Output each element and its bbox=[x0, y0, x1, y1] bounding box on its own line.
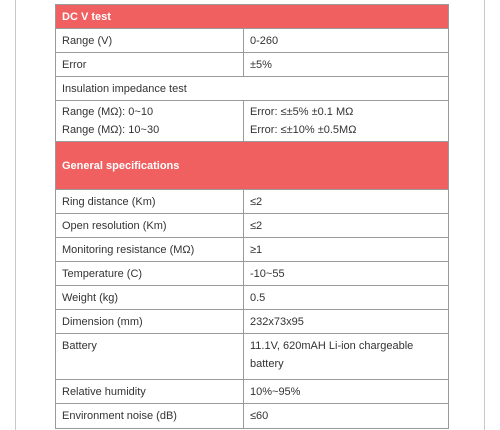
spec-value: -10~55 bbox=[244, 262, 449, 286]
dc-v-test-header-row bbox=[56, 5, 449, 29]
spec-value: ≤60 bbox=[244, 404, 449, 429]
spec-label: Open resolution (Km) bbox=[56, 214, 244, 238]
spec-label: Battery bbox=[56, 334, 244, 380]
table-row bbox=[56, 53, 449, 77]
table-row bbox=[56, 286, 449, 310]
page-border-right bbox=[484, 0, 485, 430]
spec-value: ±5% bbox=[244, 53, 449, 77]
spec-value: ≤2 bbox=[244, 190, 449, 214]
spec-value: 11.1V, 620mAH Li-ion chargeable battery bbox=[244, 334, 449, 380]
table-row bbox=[56, 238, 449, 262]
dc-v-test-header: DC V test bbox=[56, 5, 449, 29]
spec-label: Range (V) bbox=[56, 29, 244, 53]
spec-value: 0-260 bbox=[244, 29, 449, 53]
insulation-detail-row bbox=[56, 101, 449, 142]
spec-label: Ring distance (Km) bbox=[56, 190, 244, 214]
spec-label: Dimension (mm) bbox=[56, 310, 244, 334]
spec-label: Monitoring resistance (MΩ) bbox=[56, 238, 244, 262]
spec-value: ≤2 bbox=[244, 214, 449, 238]
spec-value: 232x73x95 bbox=[244, 310, 449, 334]
table-row bbox=[56, 190, 449, 214]
general-header: General specifications bbox=[56, 142, 449, 190]
table-row bbox=[56, 310, 449, 334]
insulation-range-cell bbox=[56, 101, 244, 142]
insulation-title: Insulation impedance test bbox=[56, 77, 449, 101]
insulation-range-line: Range (MΩ): 0~10 bbox=[62, 106, 154, 118]
insulation-error-line: Error: ≤±10% ±0.5MΩ bbox=[250, 124, 357, 136]
table-row bbox=[56, 214, 449, 238]
spec-label: Environment noise (dB) bbox=[56, 404, 244, 429]
general-header-row bbox=[56, 142, 449, 190]
spec-label: Relative humidity bbox=[56, 380, 244, 404]
spec-value: 0.5 bbox=[244, 286, 449, 310]
insulation-error-line: Error: ≤±5% ±0.1 MΩ bbox=[250, 106, 354, 118]
table-row bbox=[56, 380, 449, 404]
spec-label: Weight (kg) bbox=[56, 286, 244, 310]
insulation-title-row bbox=[56, 77, 449, 101]
table-row bbox=[56, 404, 449, 429]
spec-value: ≥1 bbox=[244, 238, 449, 262]
table-row bbox=[56, 334, 449, 380]
insulation-error-cell bbox=[244, 101, 449, 142]
spec-value: 10%~95% bbox=[244, 380, 449, 404]
page-border-left bbox=[15, 0, 16, 430]
insulation-range-line: Range (MΩ): 10~30 bbox=[62, 124, 160, 136]
specifications-table bbox=[55, 4, 449, 429]
table-row bbox=[56, 29, 449, 53]
spec-label: Temperature (C) bbox=[56, 262, 244, 286]
spec-label: Error bbox=[56, 53, 244, 77]
table-row bbox=[56, 262, 449, 286]
